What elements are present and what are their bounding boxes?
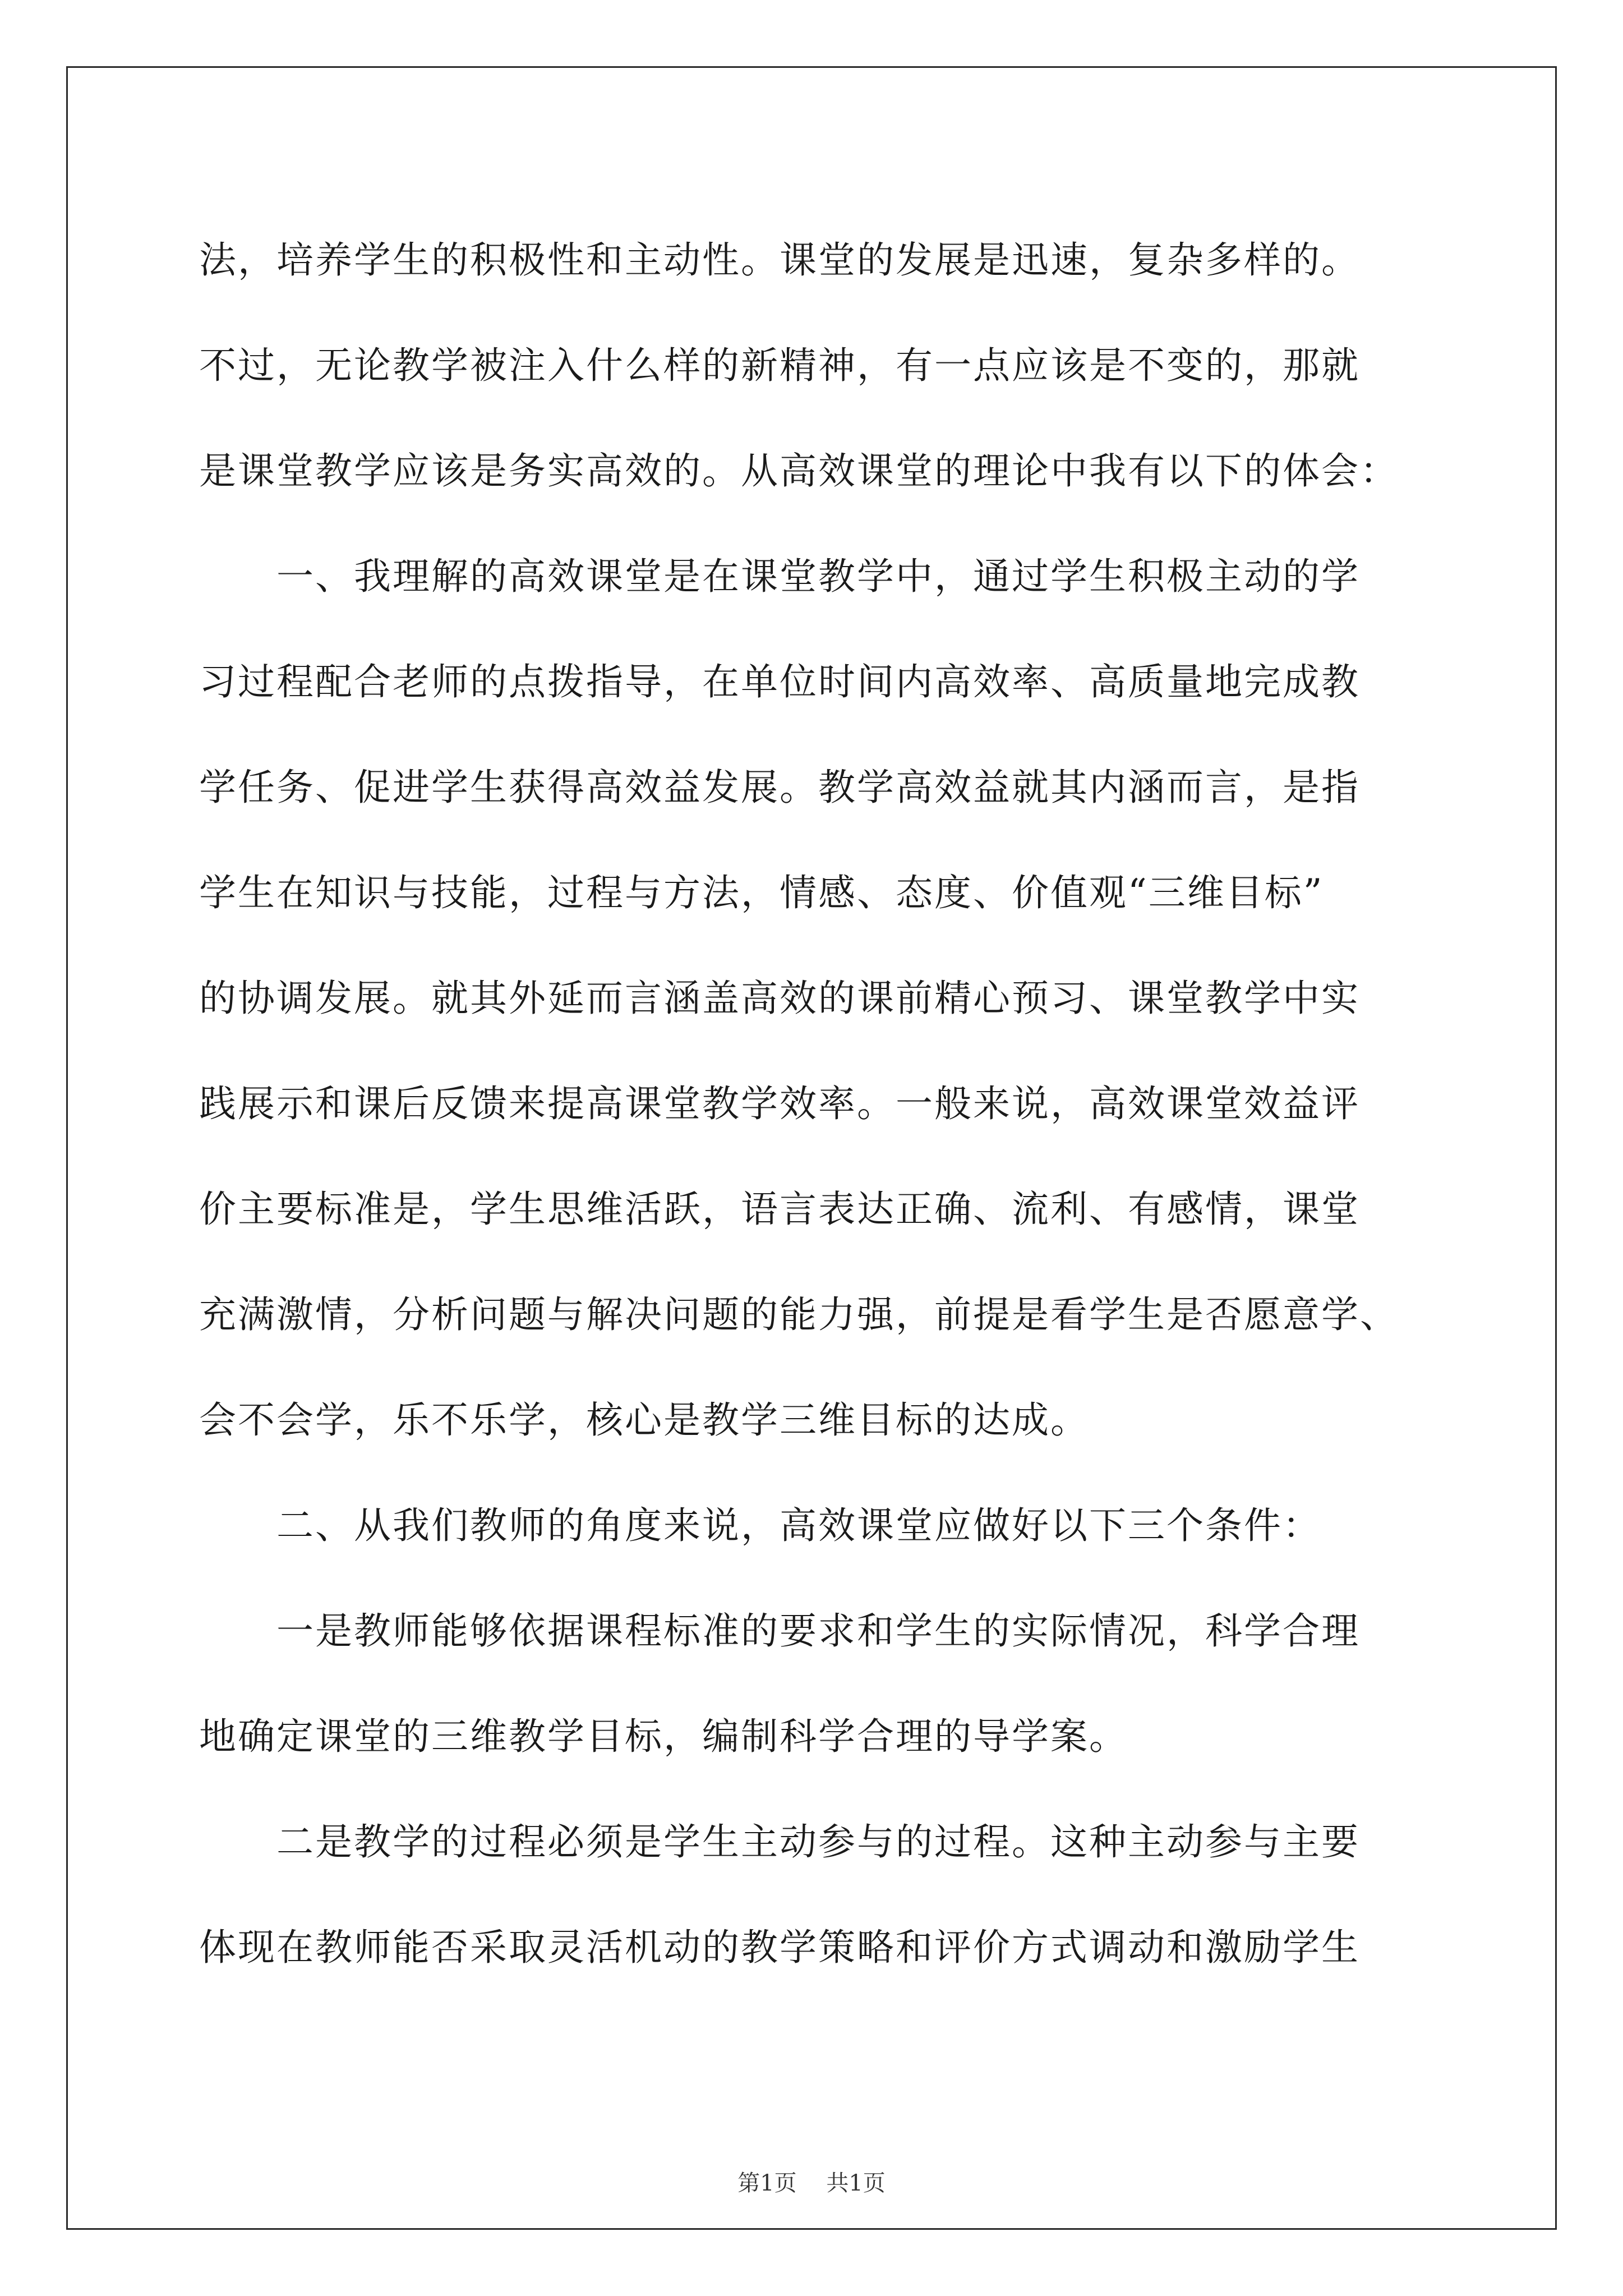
text-line: 价主要标准是，学生思维活跃，语言表达正确、流利、有感情，课堂 — [199, 1188, 1360, 1231]
text-line: 一是教师能够依据课程标准的要求和学生的实际情况，科学合理 — [199, 1609, 1360, 1653]
text-line: 不过，无论教学被注入什么样的新精神，有一点应该是不变的，那就 — [199, 344, 1360, 387]
text-line: 习过程配合老师的点拨指导，在单位时间内高效率、高质量地完成教 — [199, 660, 1360, 703]
page-total: 共1页 — [826, 2170, 886, 2196]
text-line: 体现在教师能否采取灵活机动的教学策略和评价方式调动和激励学生 — [199, 1926, 1360, 1969]
text-line: 的协调发展。就其外延而言涵盖高效的课前精心预习、课堂教学中实 — [199, 977, 1360, 1020]
text-line: 地确定课堂的三维教学目标，编制科学合理的导学案。 — [199, 1715, 1128, 1758]
text-line: 践展示和课后反馈来提高课堂教学效率。一般来说，高效课堂效益评 — [199, 1082, 1360, 1125]
text-line: 法，培养学生的积极性和主动性。课堂的发展是迅速，复杂多样的。 — [199, 238, 1360, 282]
text-line: 二、从我们教师的角度来说，高效课堂应做好以下三个条件： — [199, 1504, 1321, 1547]
document-body — [199, 208, 1433, 2000]
text-line: 学生在知识与技能，过程与方法，情感、态度、价值观“三维目标” — [199, 871, 1324, 914]
text-line: 充满激情，分析问题与解决问题的能力强，前提是看学生是否愿意学、 — [199, 1293, 1399, 1336]
text-line: 学任务、促进学生获得高效益发展。教学高效益就其内涵而言，是指 — [199, 766, 1360, 809]
text-line: 一、我理解的高效课堂是在课堂教学中，通过学生积极主动的学 — [199, 555, 1360, 598]
text-line: 会不会学，乐不乐学，核心是教学三维目标的达成。 — [199, 1398, 1089, 1442]
page-number: 第1页 — [737, 2170, 797, 2196]
page-footer — [0, 2165, 1623, 2197]
text-line: 二是教学的过程必须是学生主动参与的过程。这种主动参与主要 — [199, 1820, 1360, 1864]
text-line: 是课堂教学应该是务实高效的。从高效课堂的理论中我有以下的体会： — [199, 449, 1399, 493]
